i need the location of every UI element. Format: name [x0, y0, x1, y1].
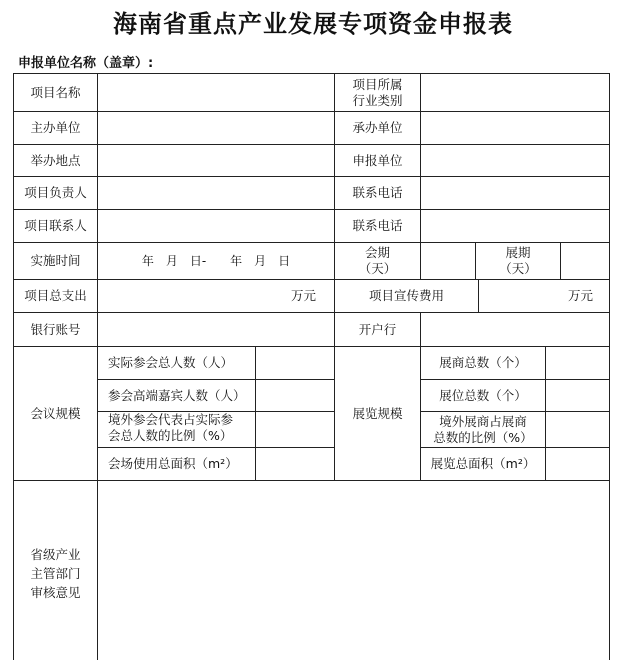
label-exhibit-scale: 展览规模	[352, 405, 403, 421]
label-meeting-area: 会场使用总面积（m²）	[108, 456, 238, 471]
label-applicant: 申报单位	[352, 152, 403, 168]
unit-wan-2: 万元	[567, 288, 593, 303]
label-venue: 举办地点	[30, 152, 81, 168]
label-undertaker: 承办单位	[352, 120, 403, 135]
label-booths: 展位总数（个）	[439, 387, 527, 403]
label-project-name: 项目名称	[30, 84, 81, 100]
date-range-field[interactable]: 年 月 日- 年 月 日	[141, 254, 291, 268]
label-organizer: 主办单位	[30, 120, 81, 135]
label-period: 实施时间	[30, 253, 81, 268]
unit-wan-1: 万元	[290, 288, 316, 303]
label-meeting-days: 会期 （天）	[358, 245, 397, 276]
label-exhibit-area: 展览总面积（m²）	[430, 456, 536, 471]
label-phone-2: 联系电话	[352, 218, 403, 233]
label-review-opinion: 省级产业 主管部门 审核意见	[30, 547, 81, 600]
label-exhibit-days: 展期 （天）	[499, 245, 537, 276]
label-exhibitors: 展商总数（个）	[439, 355, 527, 370]
applicant-unit-label: 申报单位名称（盖章）:	[18, 56, 154, 71]
label-meeting-scale: 会议规模	[30, 405, 81, 421]
label-total-expense: 项目总支出	[24, 288, 87, 303]
label-meeting-foreign-ratio: 境外参会代表占实际参 会总人数的比例（%）	[108, 412, 234, 443]
label-project-leader: 项目负责人	[24, 185, 87, 200]
label-meeting-attendees: 实际参会总人数（人）	[108, 355, 234, 370]
label-project-industry: 项目所属 行业类别	[352, 76, 403, 108]
label-meeting-vip: 参会高端嘉宾人数（人）	[108, 387, 246, 403]
label-project-contact: 项目联系人	[24, 218, 87, 233]
label-promo-expense: 项目宣传费用	[368, 288, 444, 303]
label-exhibit-foreign-ratio: 境外展商占展商 总数的比例（%）	[433, 413, 533, 445]
label-bank: 开户行	[358, 321, 397, 337]
label-phone-1: 联系电话	[352, 185, 403, 200]
label-bank-account: 银行账号	[30, 321, 81, 337]
page-title: 海南省重点产业发展专项资金申报表	[113, 9, 513, 38]
